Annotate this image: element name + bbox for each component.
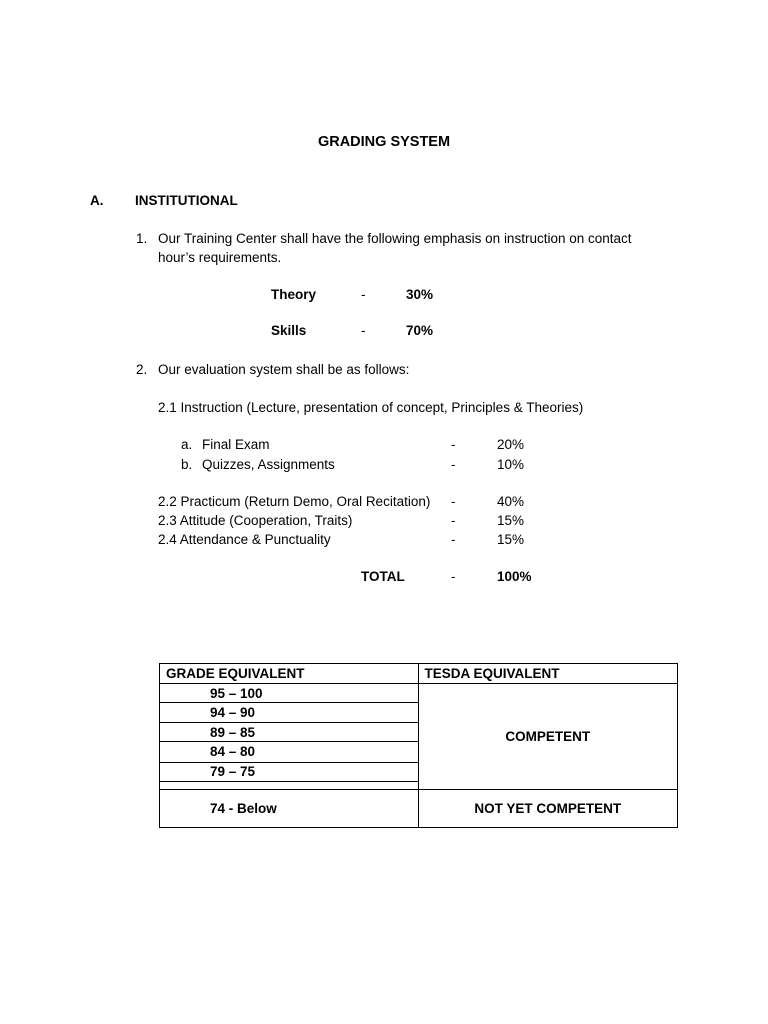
final-exam-dash: - [451,437,456,452]
attitude-dash: - [451,513,456,528]
attendance-dash: - [451,532,456,547]
grade-equivalence-table [159,663,678,828]
page-title: GRADING SYSTEM [317,134,451,150]
final-exam-marker: a. [181,437,193,452]
attendance-label: 2.4 Attendance & Punctuality [158,532,331,547]
practicum-value: 40% [497,494,525,509]
item-2-text: Our evaluation system shall be as follows: [158,362,410,377]
final-exam-value: 20% [497,437,525,452]
grade-range-cell: 79 – 75 [160,762,419,781]
theory-value: 30% [406,287,434,302]
table-row [160,684,678,703]
grade-range-cell: 95 – 100 [160,684,419,703]
attendance-value: 15% [497,532,525,547]
table-row [160,789,678,827]
item-1-number: 1. [136,231,148,246]
grade-range-cell: 94 – 90 [160,703,419,723]
grade-range-cell: 89 – 85 [160,723,419,742]
theory-dash: - [361,287,366,302]
attitude-value: 15% [497,513,525,528]
practicum-dash: - [451,494,456,509]
quizzes-marker: b. [181,457,193,472]
quizzes-dash: - [451,457,456,472]
attitude-label: 2.3 Attitude (Cooperation, Traits) [158,513,353,528]
final-exam-label: Final Exam [202,437,270,452]
total-dash: - [451,569,456,584]
quizzes-label: Quizzes, Assignments [202,457,335,472]
section-letter: A. [90,193,104,208]
header-tesda-equivalent: TESDA EQUIVALENT [418,664,678,684]
grade-range-spacer [160,781,419,789]
item-1-text-line1: Our Training Center shall have the following emphasis on instruction on contact [158,231,632,246]
below-range-cell: 74 - Below [160,789,419,827]
item-1-text-line2: hour’s requirements. [158,250,282,265]
practicum-label: 2.2 Practicum (Return Demo, Oral Recitation) [158,494,431,509]
instruction-heading: 2.1 Instruction (Lecture, presentation of concept, Principles & Theories) [158,400,584,415]
competent-cell: COMPETENT [418,684,678,790]
section-heading: INSTITUTIONAL [135,193,238,208]
item-2-number: 2. [136,362,148,377]
not-yet-competent-cell: NOT YET COMPETENT [418,789,678,827]
skills-dash: - [361,323,366,338]
theory-label: Theory [271,287,317,302]
header-grade-equivalent: GRADE EQUIVALENT [160,664,419,684]
quizzes-value: 10% [497,457,525,472]
skills-value: 70% [406,323,434,338]
grade-range-cell: 84 – 80 [160,742,419,762]
total-value: 100% [497,569,532,584]
total-label: TOTAL [361,569,405,584]
table-header-row [160,664,678,684]
skills-label: Skills [271,323,307,338]
